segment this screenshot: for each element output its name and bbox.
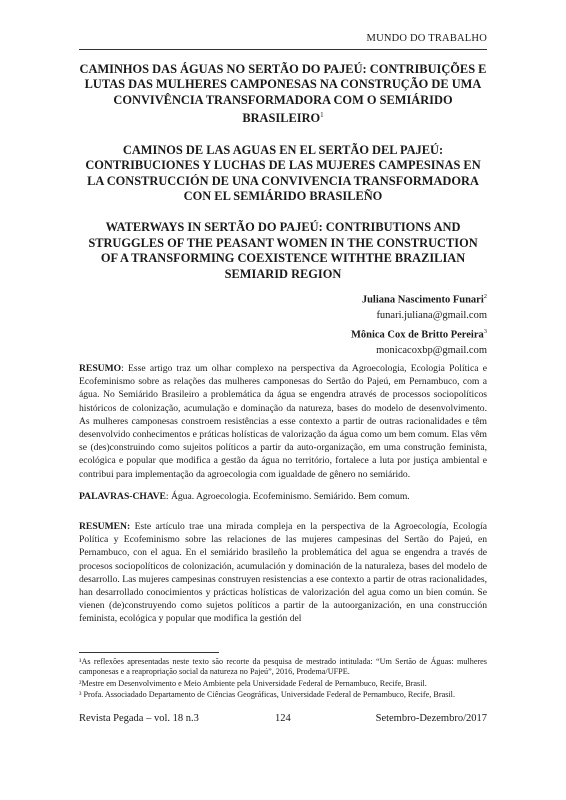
footnote-1: ¹As reflexões apresentadas neste texto são recorte da pesquisa de mestrado intitulada: “Um Sertão de Águas: mulheres camponesas e a reapropriação social da natureza no Pajeú”, 2016, Prodema/UFPE. — [79, 657, 487, 677]
title-english: WATERWAYS IN SERTÃO DO PAJEÚ: CONTRIBUTIONS AND STRUGGLES OF THE PEASANT WOMEN IN THE CONSTRUCTION OF A TRANSFORMING COEXISTENCE WITHTHE BRAZILIAN SEMIARID REGION — [88, 220, 478, 281]
resumen-text: Este artículo trae una mirada compleja en la perspectiva de la Agroecología, Ecología Política y Ecofeminismo sobre las relaciones de las mujeres campesinas del Sertão do Pajeú, en Pernambuco, con el agua. En el semiárido brasileño la problemática del agua se engendra a través de procesos sociopolíticos de colonización, acumulación y dominación de la naturaleza, bases del modelo de desarrollo. Las mujeres campesinas construyen resistencias a ese contexto a partir de otras racionalidades, han desarrollado conocimientos y prácticas holísticas de valorización del agua como un bien común. Se vienen (de)construyendo como sujetos políticos a partir de la autoorganización, en una construcción feminista, ecológica y popular que modifica la gestión del — [79, 521, 487, 625]
keywords-text: : Água. Agroecologia. Ecofeminismo. Semiárido. Bem comum. — [165, 491, 410, 502]
author-2 — [351, 324, 487, 343]
footer-page-number: 124 — [275, 713, 291, 724]
authors-block — [351, 289, 487, 358]
title-portuguese — [79, 62, 487, 127]
resumo-label: RESUMO — [79, 363, 122, 374]
keywords-label: PALAVRAS-CHAVE — [79, 491, 166, 502]
resumo-text: : Esse artigo traz um olhar complexo na perspectiva da Agroecologia, Ecologia Política e Ecofeminismo sobre as relações das mulheres camponesas do Sertão do Pajeú, em Pernambuco, com a água. No Semiárido Brasileiro a problemática da água se engendra através de processos sociopolíticos históricos de colonização, acumulação e dominação da natureza, bases do modelo de desenvolvimento. As mulheres camponesas constroem resistências a esse contexto a partir de outras racionalidades e têm desenvolvido conhecimentos e práticas holísticas de valorização da água como um bem comum. Elas vêm se (des)construindo como sujeitos políticos a partir da auto-organização, em uma construção feminista, ecológica e popular que modifica a gestão da água no território, fortalece a luta por justiça ambiental e contribui para implementação da agroecologia com igualdade de gênero no semiárido. — [79, 363, 487, 480]
section-label: MUNDO DO TRABALHO — [366, 33, 487, 44]
title-footnote-marker: 1 — [320, 111, 324, 120]
footnote-2: ²Mestre em Desenvolvimento e Meio Ambiente pela Universidade Federal de Pernambuco, Recife, Brasil. — [79, 678, 427, 688]
author-1 — [351, 289, 487, 308]
footer-date: Setembro-Dezembro/2017 — [375, 713, 487, 724]
footnotes-block — [79, 657, 487, 702]
footnote-rule — [79, 652, 219, 653]
title-spanish: CAMINOS DE LAS AGUAS EN EL SERTÃO DEL PAJEÚ: CONTRIBUCIONES Y LUCHAS DE LAS MUJERES CAMPESINAS EN LA CONSTRUCCIÓN DE UNA CONVIVENCIA TRANSFORMADORA CON EL SEMIÁRIDO BRASILEÑO — [85, 142, 481, 203]
titles-block — [79, 62, 487, 282]
author-1-note: 2 — [483, 293, 487, 300]
author-2-name: Mônica Cox de Britto Pereira — [350, 329, 484, 340]
resumo-paragraph — [79, 362, 487, 481]
author-1-name: Juliana Nascimento Funari — [361, 294, 484, 306]
resumen-paragraph — [79, 520, 487, 626]
author-2-email[interactable]: monicacoxbp@gmail.com — [376, 344, 487, 356]
footnote-3: ³ Profa. Associadado Departamento de Ciências Geográficas, Universidade Federal de Pernambuco, Recife, Brasil. — [79, 690, 455, 700]
author-2-note: 3 — [483, 327, 487, 335]
title-portuguese-text: CAMINHOS DAS ÁGUAS NO SERTÃO DO PAJEÚ: CONTRIBUIÇÕES E LUTAS DAS MULHERES CAMPONESAS NA CONSTRUÇÃO DE UMA CONVIVÊNCIA TRANSFORMADORA COM O SEMIÁRIDO BRASILEIRO — [79, 62, 487, 126]
author-1-email[interactable]: funari.juliana@gmail.com — [376, 310, 487, 321]
keywords-paragraph — [79, 490, 487, 503]
resumen-label: RESUMEN: — [79, 521, 131, 532]
footer-journal: Revista Pegada – vol. 18 n.3 — [79, 713, 199, 724]
header-rule — [79, 49, 487, 50]
